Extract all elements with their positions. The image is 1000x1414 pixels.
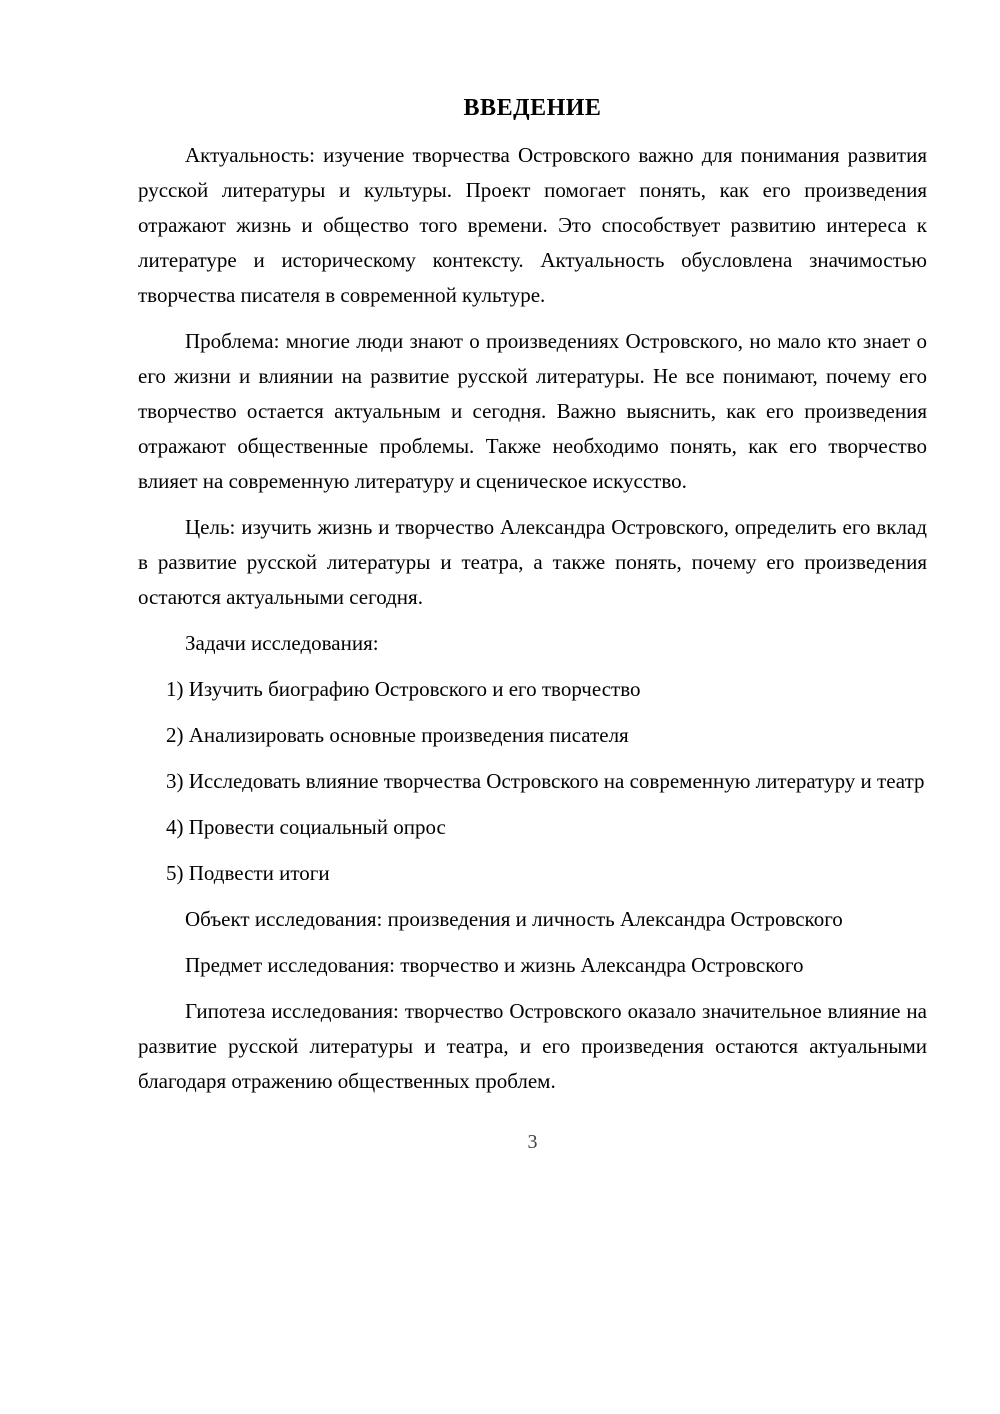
paragraph-object: Объект исследования: произведения и личность Александра Островского xyxy=(185,907,843,931)
paragraph-subject: Предмет исследования: творчество и жизнь Александра Островского xyxy=(185,953,804,977)
paragraph-goal: Цель: изучить жизнь и творчество Александра Островского, определить его вклад в развитие русской литературы и театра, а также понять, почему его произведения остаются актуальными сегодня. xyxy=(138,515,927,609)
page-title: ВВЕДЕНИЕ xyxy=(463,95,602,121)
list-item-task-2: 2) Анализировать основные произведения писателя xyxy=(166,723,629,747)
list-item-task-4: 4) Провести социальный опрос xyxy=(166,815,446,839)
list-item-task-3: 3) Исследовать влияние творчества Островского на современную литературу и театр xyxy=(166,769,925,793)
paragraph-relevance: Актуальность: изучение творчества Островского важно для понимания развития русской литературы и культуры. Проект помогает понять, как его произведения отражают жизнь и общество того времени. Это способствует развитию интереса к литературе и историческому контексту. Актуальность обусловлена значимостью творчества писателя в современной культуре. xyxy=(138,143,927,307)
paragraph-tasks-heading: Задачи исследования: xyxy=(185,631,379,655)
page-number: 3 xyxy=(527,1131,538,1153)
paragraph-hypothesis: Гипотеза исследования: творчество Островского оказало значительное влияние на развитие русской литературы и театра, и его произведения остаются актуальными благодаря отражению общественных проблем. xyxy=(138,999,927,1093)
list-item-task-5: 5) Подвести итоги xyxy=(166,861,330,885)
list-item-task-1: 1) Изучить биографию Островского и его творчество xyxy=(166,677,641,701)
paragraph-problem: Проблема: многие люди знают о произведениях Островского, но мало кто знает о его жизни и влиянии на развитие русской литературы. Не все понимают, почему его творчество остается актуальным и сегодня. Важно выяснить, как его произведения отражают общественные проблемы. Также необходимо понять, как его творчество влияет на современную литературу и сценическое искусство. xyxy=(138,329,927,493)
